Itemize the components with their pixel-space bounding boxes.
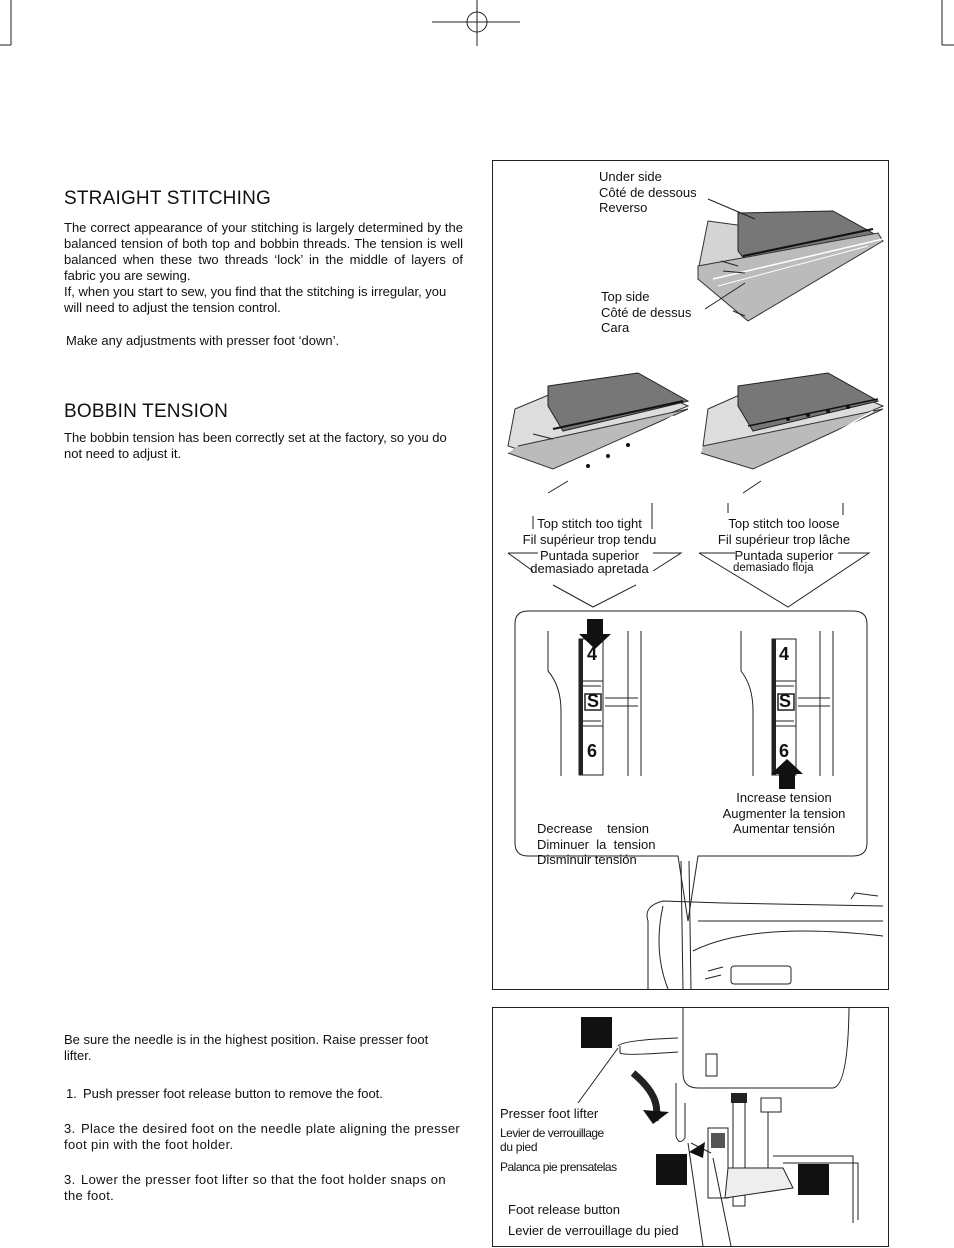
decrease-tension-label: Decrease tension Diminuer la tension Disminuir tensión — [537, 821, 656, 867]
dial-left-6: 6 — [587, 741, 598, 761]
marker-square-3 — [798, 1164, 829, 1195]
foot-step-1 — [66, 1086, 466, 1102]
bobbin-tension-title: BOBBIN TENSION — [64, 401, 228, 422]
foot-step-3 — [64, 1172, 464, 1203]
marker-square-2 — [656, 1154, 687, 1185]
dial-left-4: 4 — [587, 644, 598, 664]
tension-figure — [492, 160, 889, 990]
straight-stitching-para2: If, when you start to sew, you find that the stitching is irregular, you will need to adjust the tension control. — [64, 284, 447, 315]
step-text: Push presser foot release button to remove the foot. — [83, 1086, 383, 1101]
fabric-top-illustration — [698, 199, 883, 321]
increase-tension-label: Increase tension Augmenter la tension Aumentar tensión — [722, 790, 846, 836]
fabric-tight-illustration — [508, 373, 688, 493]
dial-right-6: 6 — [779, 741, 790, 761]
too-loose-label: Top stitch too loose Fil supérieur trop lâche Puntada superior demasiado floja — [717, 516, 851, 574]
step-text: Lower the presser foot lifter so that the foot holder snaps on the foot. — [64, 1172, 446, 1203]
registration-marks — [0, 0, 954, 60]
foot-release-button-label: Foot release button Levier de verrouillage du pied — [508, 1202, 679, 1238]
foot-step-2 — [64, 1121, 464, 1152]
step-number: 3. — [64, 1121, 76, 1136]
top-side-label: Top side Côté de dessus Cara — [601, 289, 692, 335]
foot-intro: Be sure the needle is in the highest position. Raise presser foot lifter. — [64, 1032, 429, 1063]
dial-left-s: S — [587, 691, 600, 711]
straight-stitching-para1: The correct appearance of your stitching is largely determined by the balanced tension of both top and bobbin threads. The tension is well balanced when these two threads ‘lock’ in the middle of layers of fabric you are sewing. — [64, 220, 463, 283]
presser-foot-lifter-label: Presser foot lifter Levier de verrouillage du pied Palanca pie prensatelas — [500, 1106, 617, 1174]
too-tight-label: Top stitch too tight Fil supérieur trop tendu Puntada superior demasiado apretada — [522, 516, 657, 576]
presser-foot-figure — [492, 1007, 889, 1247]
straight-stitching-note: Make any adjustments with presser foot ‘down’. — [66, 333, 340, 348]
step-text: Place the desired foot on the needle plate aligning the presser foot pin with the foot holder. — [64, 1121, 461, 1152]
dial-right-s: S — [779, 691, 792, 711]
step-number: 1. — [66, 1086, 77, 1101]
fabric-loose-illustration — [701, 373, 883, 493]
straight-stitching-title: STRAIGHT STITCHING — [64, 188, 271, 209]
under-side-label: Under side Côté de dessous Reverso — [599, 169, 697, 215]
marker-square-1 — [581, 1017, 612, 1048]
step-number: 3. — [64, 1172, 76, 1187]
dial-right-4: 4 — [779, 644, 790, 664]
bobbin-tension-para: The bobbin tension has been correctly set at the factory, so you do not need to adjust it. — [64, 430, 447, 461]
